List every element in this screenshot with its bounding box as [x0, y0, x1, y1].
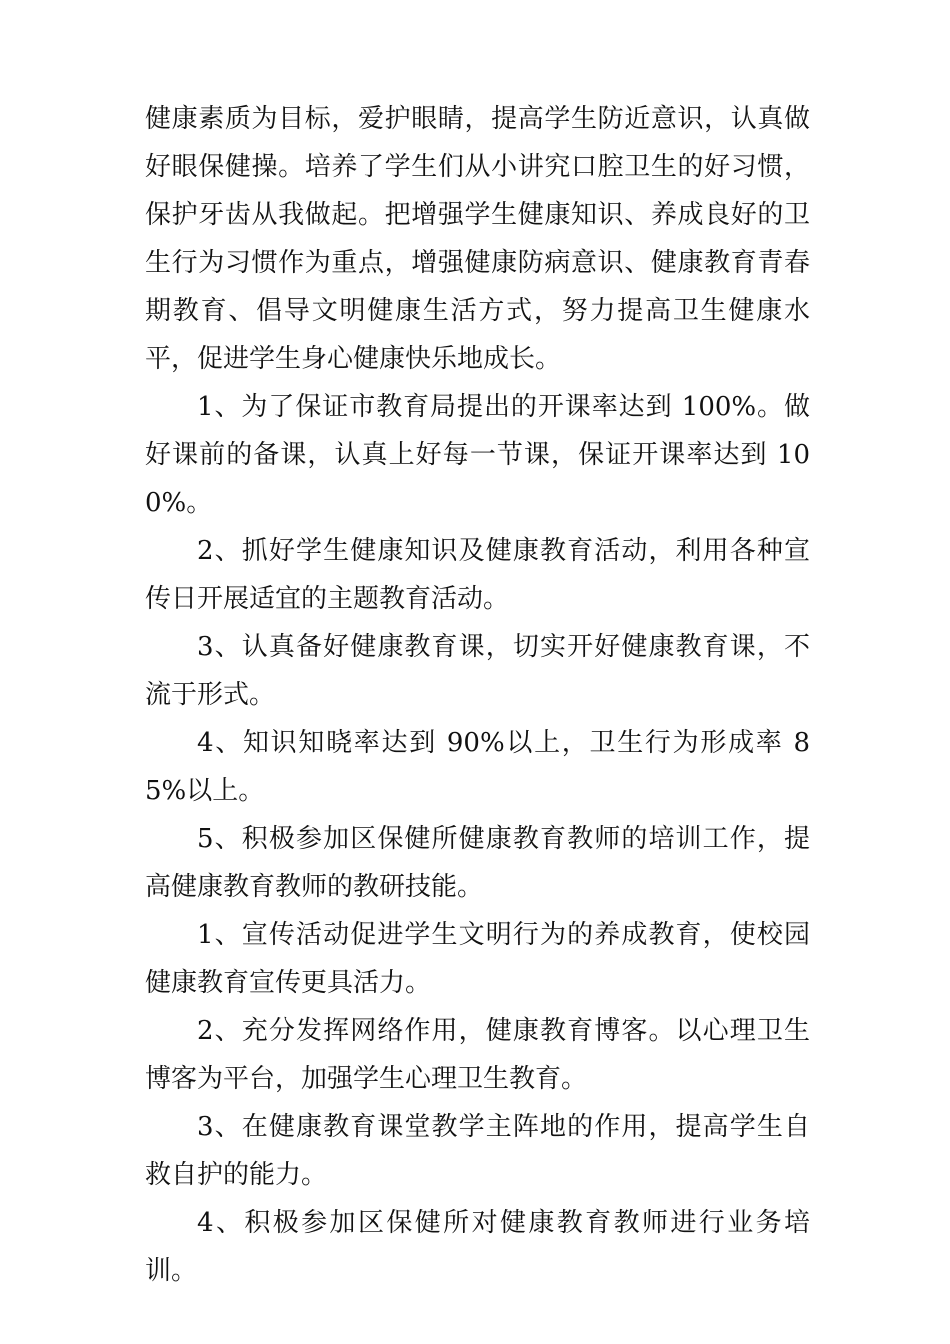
paragraph-intro: 健康素质为目标，爱护眼睛，提高学生防近意识，认真做好眼保健操。培养了学生们从小讲究口腔卫生的好习惯，保护牙齿从我做起。把增强学生健康知识、养成良好的卫生行为习惯作为重点，增强健康防病意识、健康教育青春期教育、倡导文明健康生活方式，努力提高卫生健康水平，促进学生身心健康快乐地成长。 — [145, 104, 810, 374]
paragraph-item-9: 4、积极参加区保健所对健康教育教师进行业务培训。 — [145, 1208, 810, 1286]
paragraph-item-2: 2、抓好学生健康知识及健康教育活动，利用各种宣传日开展适宜的主题教育活动。 — [145, 536, 810, 614]
paragraph-item-3: 3、认真备好健康教育课，切实开好健康教育课，不流于形式。 — [145, 632, 810, 710]
document-body — [145, 95, 810, 1295]
paragraph-item-4: 4、知识知晓率达到 90%以上，卫生行为形成率 85%以上。 — [145, 728, 810, 806]
paragraph-item-1: 1、为了保证市教育局提出的开课率达到 100%。做好课前的备课，认真上好每一节课，保证开课率达到 100%。 — [145, 392, 810, 518]
paragraph-item-7: 2、充分发挥网络作用，健康教育博客。以心理卫生博客为平台，加强学生心理卫生教育。 — [145, 1016, 810, 1094]
paragraph-item-8: 3、在健康教育课堂教学主阵地的作用，提高学生自救自护的能力。 — [145, 1112, 810, 1190]
paragraph-item-6: 1、宣传活动促进学生文明行为的养成教育，使校园健康教育宣传更具活力。 — [145, 920, 810, 998]
paragraph-item-5: 5、积极参加区保健所健康教育教师的培训工作，提高健康教育教师的教研技能。 — [145, 824, 810, 902]
